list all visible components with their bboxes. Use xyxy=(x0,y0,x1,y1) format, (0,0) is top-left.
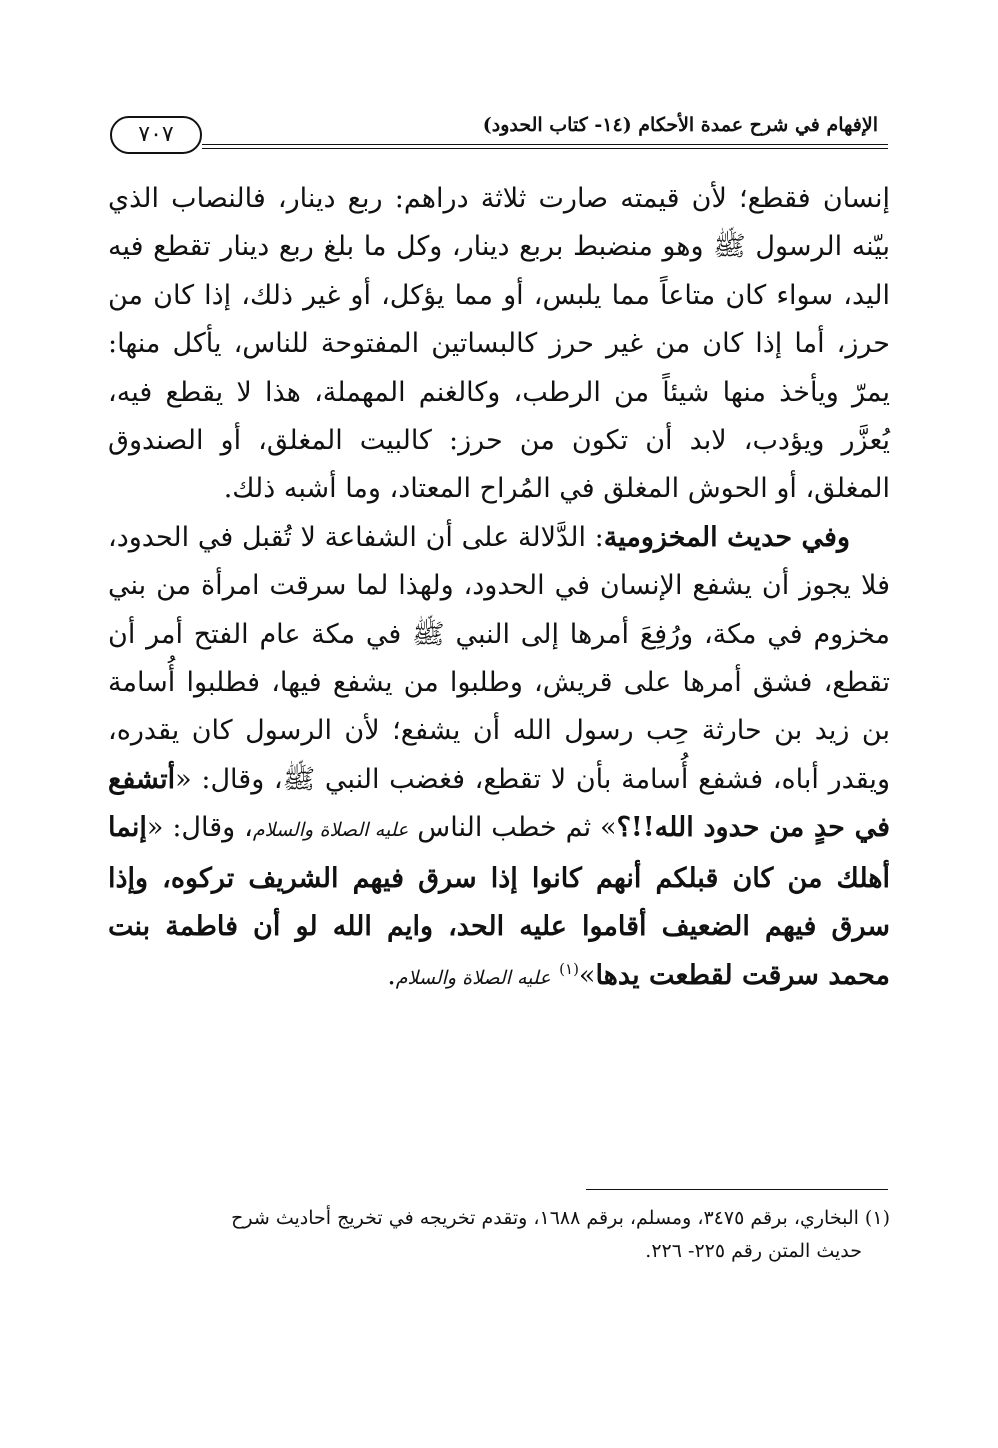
paragraph-2 xyxy=(108,514,890,1002)
hadith-quote-2: إنما أهلك من كان قبلكم أنهم كانوا إذا سرق فيهم الشريف تركوه، وإذا سرق فيهم الضعيف أقاموا عليه الحد، وايم الله لو أن فاطمة بنت محمد سرقت لقطعت يدها xyxy=(108,812,890,991)
header-title: الإفهام في شرح عمدة الأحكام (١٤- كتاب الحدود) xyxy=(482,114,878,136)
body-text xyxy=(108,175,890,1002)
section-lead: وفي حديث المخزومية xyxy=(603,521,850,553)
paragraph-2-end: . xyxy=(387,959,396,991)
page-number: ٧٠٧ xyxy=(110,116,202,154)
paragraph-1 xyxy=(108,175,890,514)
hadith-quote-1: أتشفع في حدٍ من حدود الله!!؟ xyxy=(108,763,890,844)
running-header xyxy=(110,108,888,160)
paragraph-2-text: : الدَّلالة على أن الشفاعة لا تُقبل في الحدود، فلا يجوز أن يشفع الإنسان في الحدود، ولهذا لما سرقت امرأة من بني مخزوم في مكة، ورُفِعَ أمرها إلى النبي ﷺ في مكة عام الفتح أمر أن تقطع، فشق أمرها على قريش، وطلبوا من يشفع فيها، فطلبوا أُسامة بن زيد بن حارثة حِب رسول الله أن يشفع؛ لأن الرسول كان يقدره، ويقدر أباه، فشفع أُسامة بأن لا تقطع، فغضب النبي ﷺ، وقال: « xyxy=(108,521,890,795)
footnote-1-line-1: (١) البخاري، برقم ٣٤٧٥، ومسلم، برقم ١٦٨٨، وتقدم تخريجه في تخريج أحاديث شرح xyxy=(231,1207,890,1229)
footnotes xyxy=(110,1202,890,1268)
paragraph-2-text-3: ، وقال: « xyxy=(146,812,253,844)
footnote-marker[interactable]: (١) xyxy=(559,959,579,978)
header-rule xyxy=(202,144,888,149)
footnote-separator xyxy=(586,1189,888,1190)
honorific-2: عليه الصلاة والسلام xyxy=(395,966,551,989)
honorific-1: عليه الصلاة والسلام xyxy=(252,819,409,842)
quote-close: » xyxy=(578,959,596,991)
paragraph-2-text-2: » ثم خطب الناس xyxy=(408,812,617,844)
paragraph-1-text: إنسان فقطع؛ لأن قيمته صارت ثلاثة دراهم: ربع دينار، فالنصاب الذي بيّنه الرسول ﷺ وهو منضبط بربع دينار، وكل ما بلغ ربع دينار تقطع فيه اليد، سواء كان متاعاً مما يلبس، أو مما يؤكل، أو غير ذلك، إذا كان من حرز، أما إذا كان من غير حرز كالبساتين المفتوحة للناس، يأكل منها: يمرّ ويأخذ منها شيئاً من الرطب، وكالغنم المهملة، هذا لا يقطع فيه، يُعزَّر ويؤدب، لابد أن تكون من حرز: كالبيت المغلق، أو الصندوق المغلق، أو الحوش المغلق في المُراح المعتاد، وما أشبه ذلك. xyxy=(108,183,890,505)
footnote-1-line-2: حديث المتن رقم ٢٢٥- ٢٢٦. xyxy=(645,1240,862,1262)
